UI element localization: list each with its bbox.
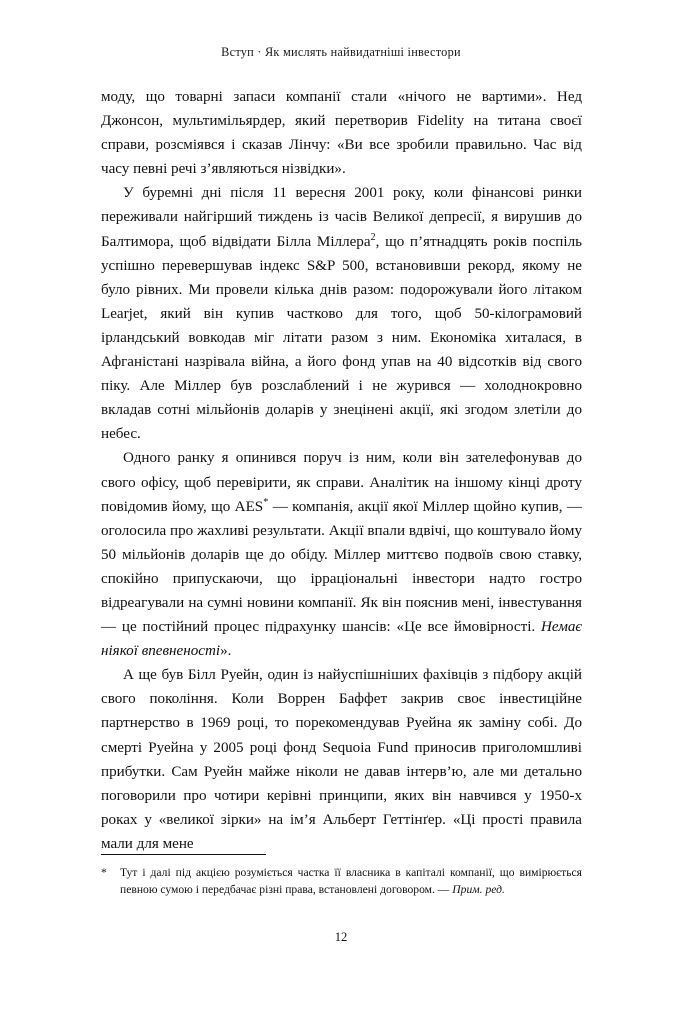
body-text-column [101,85,582,856]
paragraph-4-text: А ще був Білл Руейн, один із найуспішніших фахівців з підбору акцій свого покоління. Коли Воррен Баффет закрив своє інвестиційне партнерство в 1969 році, то порекомендував Руейна як заміну собі. До смерті Руейна у 2005 році фонд Sequoia Fund приносив приголомшливі прибутки. Сам Руейн майже ніколи не давав інтерв’ю, але ми детально поговорили про чотири керівні принципи, яких він навчився у 1950-х роках у «великої зірки» на ім’я Альберт Геттінґер. «Ці прості правила мали для мене [101,667,582,852]
running-head: Вступ · Як мислять найвидатніші інвестори [221,45,461,59]
paragraph-3 [101,446,582,663]
paragraph-1 [101,85,582,181]
footnote-divider [101,854,266,855]
paragraph-1-text: моду, що товарні запаси компанії стали «нічого не вартими». Нед Джонсон, мультимільярдер, який перетворив Fidelity на титана своєї справи, розсміявся і сказав Лінчу: «Ви все зробили правильно. Час від часу певні речі з’являються нізвідки». [101,89,582,178]
footnote-text: Тут і далі під акцією розуміється частка її власника в капіталі компанії, що вимірюється певною сумою і передбачає різні права, встановлені договором. — Прим. ред. [120,866,582,897]
footnote-marker: * [101,866,107,879]
paragraph-2 [101,181,582,446]
footnote-area [101,854,582,899]
paragraph-3-text: Одного ранку я опинився поруч із ним, коли він зателефонував до свого офісу, щоб перевірити, як справи. Аналітик на іншому кінці дроту повідомив йому, що AES* — компанія, акції якої Міллер щойно купив, — оголосила про жахливі результати. Акції впали вдвічі, що коштувало йому 50 мільйонів доларів ще до обіду. Міллер миттєво подвоїв свою ставку, спокійно припускаючи, що ірраціональні інвестори надто гостро відреагували на сумні новини компанії. Як він пояснив мені, інвестування — це постійний процес підрахунку шансів: «Це все ймовірності. Немає ніякої впевненості». [101,450,583,660]
paragraph-2-text: У буремні дні після 11 вересня 2001 року, коли фінансові ринки переживали найгірший тиждень із часів Великої депресії, я вирушив до Балтимора, щоб відвідати Білла Міллера$^2$, що п’ятнадцять років поспіль успішно перевершував індекс S&P 500, встановивши рекорд, якому не було рівних. Ми провели кілька днів разом: подорожували його літаком Learjet, який він купив частково для того, щоб 50-кілограмовий ірландський вовкодав міг літати разом з ним. Економіка хиталася, в Афганістані назрівала війна, а його фонд упав на 40 відсотків від свого піку. Але Міллер був розслаблений і не журився — холоднокровно вкладав сотні мільйонів доларів у знецінені акції, які згодом злетіли до небес. [101,185,582,443]
paragraph-4 [101,663,582,856]
page-number: 12 [334,930,348,944]
footnote [101,864,582,899]
